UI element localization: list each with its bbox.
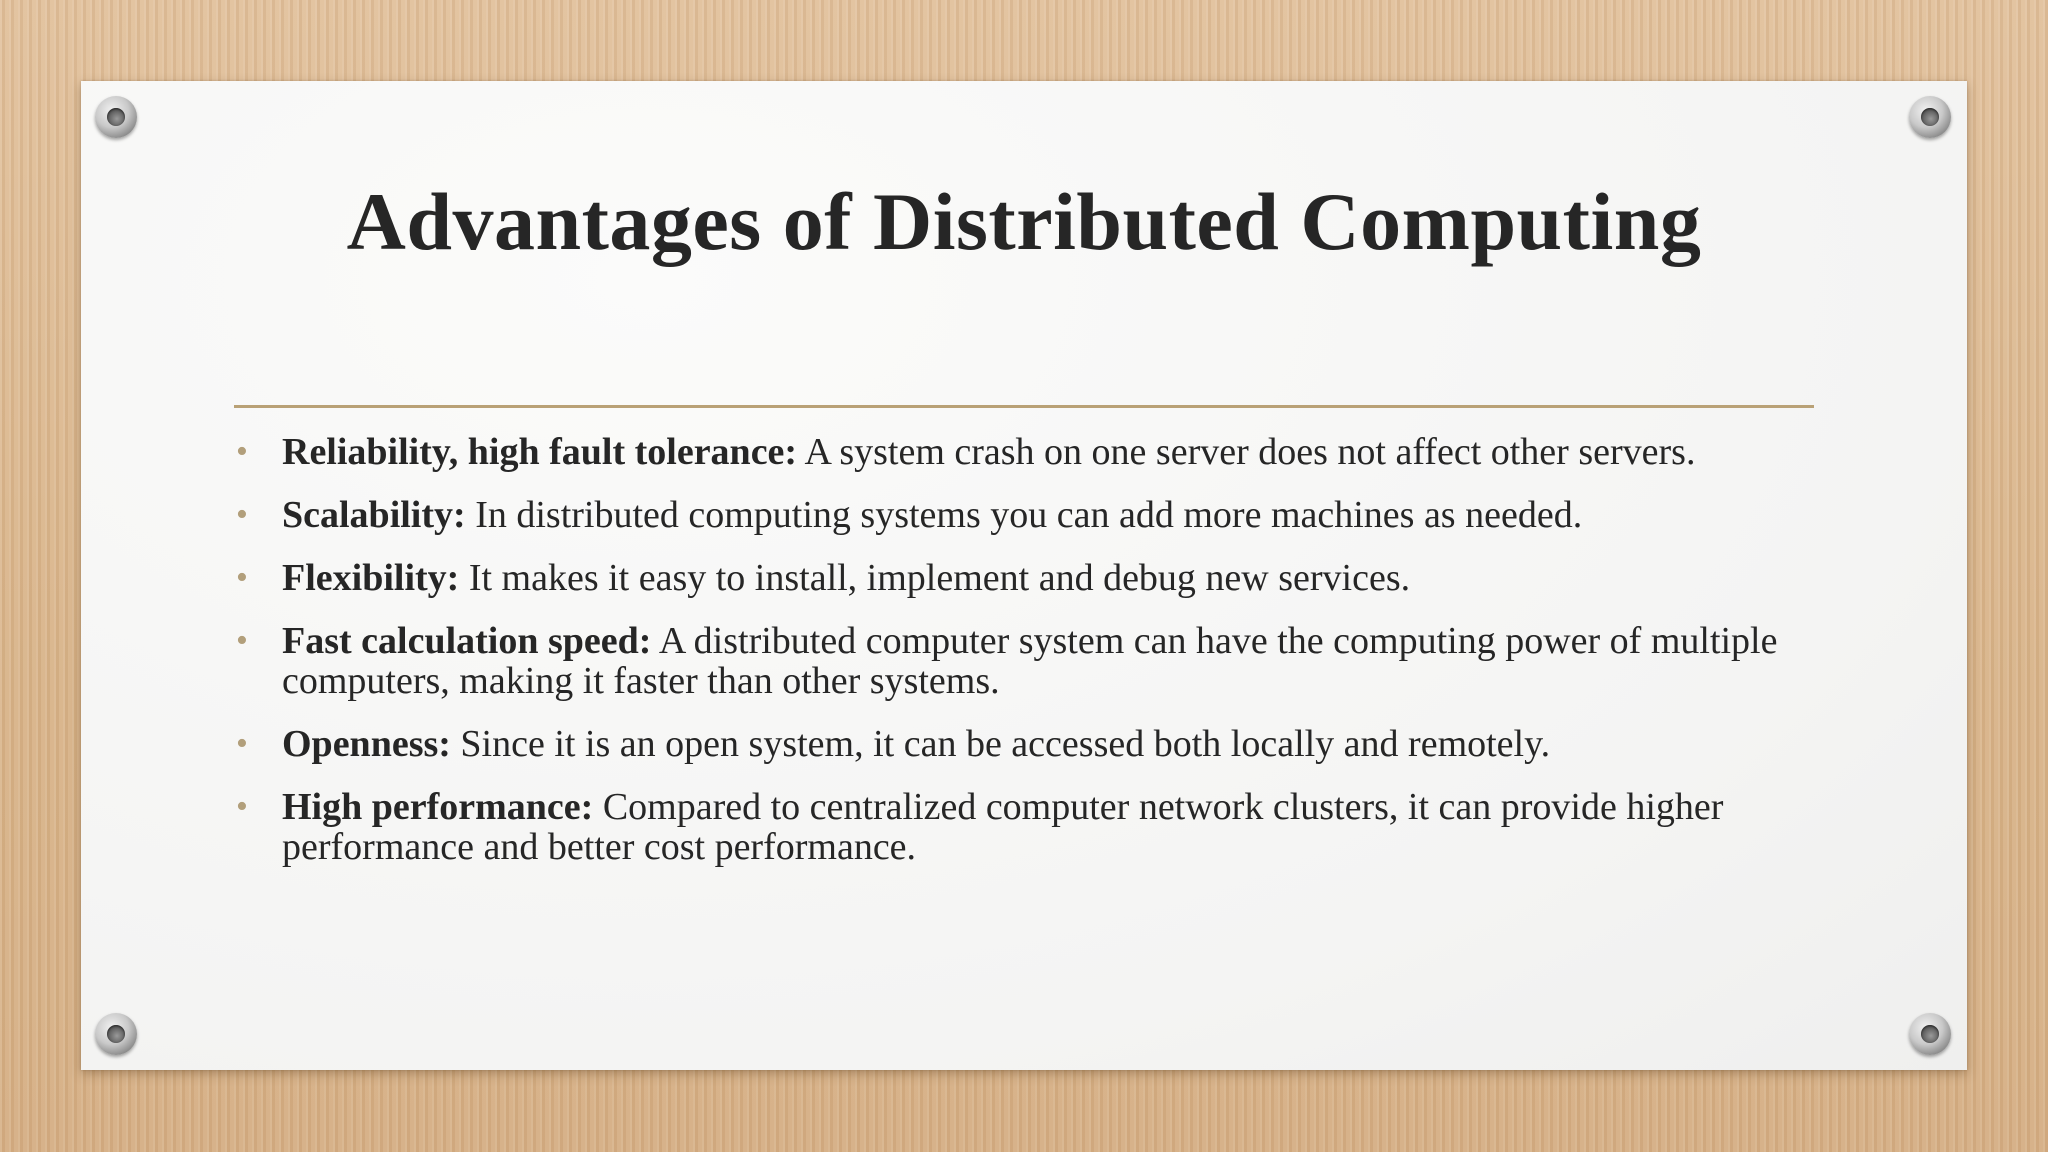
bullet-icon: •	[236, 788, 248, 825]
slide-title: Advantages of Distributed Computing	[346, 176, 1702, 267]
bullet-item-flexibility	[234, 558, 1824, 598]
bullet-text: A distributed computer system can have the computing power of multiple computers, making it faster than other systems.	[282, 620, 1778, 702]
bullet-icon: •	[236, 433, 248, 470]
bullet-list	[234, 432, 1824, 890]
grommet-icon	[1909, 1013, 1951, 1055]
bullet-text: Since it is an open system, it can be accessed both locally and remotely.	[450, 723, 1551, 765]
bullet-text: A system crash on one server does not affect other servers.	[797, 431, 1696, 473]
bullet-term: Openness:	[282, 723, 451, 765]
grommet-icon	[95, 96, 137, 138]
grommet-icon	[95, 1013, 137, 1055]
bullet-text: Compared to centralized computer network clusters, it can provide higher performance and better cost performance.	[282, 786, 1724, 868]
bullet-icon: •	[236, 622, 248, 659]
bullet-icon: •	[236, 559, 248, 596]
bullet-text: It makes it easy to install, implement and debug new services.	[459, 557, 1411, 599]
bullet-item-reliability	[234, 432, 1824, 472]
grommet-icon	[1909, 96, 1951, 138]
bullet-item-speed	[234, 621, 1824, 701]
bullet-term: Reliability, high fault tolerance:	[282, 431, 798, 473]
bullet-term: Fast calculation speed:	[282, 620, 652, 662]
bullet-item-openness	[234, 724, 1824, 764]
bullet-term: High performance:	[282, 786, 594, 828]
title-divider	[234, 405, 1814, 408]
bullet-term: Scalability:	[282, 494, 466, 536]
bullet-term: Flexibility:	[282, 557, 460, 599]
bullet-item-scalability	[234, 495, 1824, 535]
bullet-item-performance	[234, 787, 1824, 867]
bullet-icon: •	[236, 725, 248, 762]
bullet-icon: •	[236, 496, 248, 533]
bullet-text: In distributed computing systems you can add more machines as needed.	[465, 494, 1583, 536]
